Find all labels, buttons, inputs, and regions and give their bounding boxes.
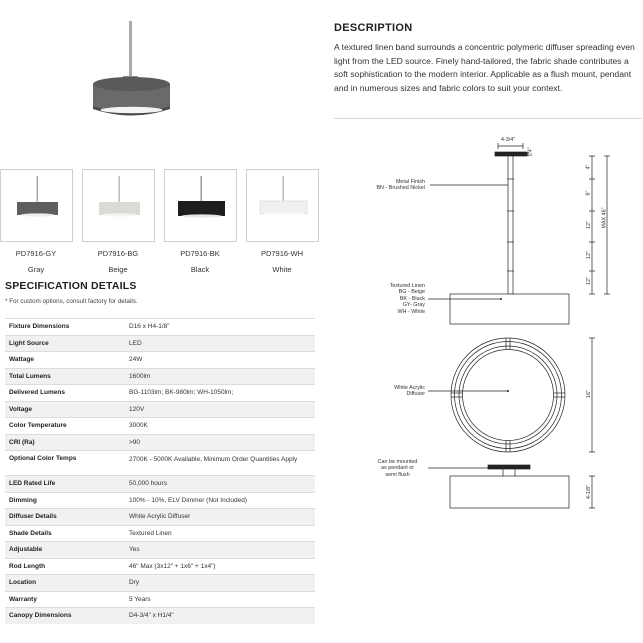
max-height-dim: MAX 46" — [601, 207, 608, 229]
mount-note — [340, 459, 425, 478]
diffuser-label — [340, 385, 425, 398]
spec-label: Dimming — [9, 496, 37, 504]
linen-options-label — [340, 283, 425, 315]
variant-label-beige — [78, 246, 158, 278]
spec-label: CRI (Ra) — [9, 438, 35, 446]
spec-label: Canopy Dimensions — [9, 612, 72, 619]
linen-option: BK - Black — [399, 295, 425, 302]
spec-value: D4-3/4" x H1/4" — [129, 612, 174, 619]
pendant-white-image — [247, 170, 320, 243]
spec-value: 5 Years — [129, 595, 151, 603]
canopy-height-dim: 1/4" — [527, 147, 534, 157]
spec-value: 120V — [129, 405, 145, 413]
metal-finish-label — [340, 179, 425, 192]
spec-row — [5, 608, 315, 625]
spec-label: Wattage — [9, 356, 35, 363]
variant-color: Gray — [27, 265, 45, 274]
spec-row — [5, 525, 315, 542]
spec-row — [5, 542, 315, 559]
variant-code: PD7916-WH — [260, 249, 304, 258]
variant-thumb-white[interactable] — [246, 169, 319, 242]
spec-label: Adjustable — [9, 546, 43, 553]
spec-label: Warranty — [9, 595, 37, 603]
linen-option: WH - White — [397, 308, 425, 315]
spec-value: 50,000 hours — [129, 480, 167, 487]
spec-label: Fixture Dimensions — [9, 323, 70, 330]
pendant-beige-image — [83, 170, 156, 243]
spec-label: Delivered Lumens — [9, 389, 65, 396]
spec-value: 100% - 10%, ELV Dimmer (Not Included) — [129, 496, 248, 504]
pendant-gray-image — [1, 170, 74, 243]
spec-value: 3000K — [129, 422, 148, 429]
variant-shade — [17, 202, 58, 215]
variant-code: PD7916-GY — [15, 249, 57, 258]
spec-label: Light Source — [9, 339, 49, 347]
variant-thumb-black[interactable] — [164, 169, 237, 242]
description-title: DESCRIPTION — [334, 22, 413, 34]
spec-label: Optional Color Temps — [9, 455, 77, 462]
spec-value: 1600lm — [129, 372, 151, 380]
spec-row — [5, 558, 315, 575]
spec-row — [5, 476, 315, 493]
spec-value: D16 x H4-1/8" — [129, 323, 170, 330]
spec-table — [5, 318, 315, 624]
metal-finish-title: Metal Finish — [395, 179, 425, 185]
diameter-dim: 16" — [585, 390, 592, 398]
spec-row — [5, 352, 315, 369]
spec-row — [5, 575, 315, 592]
linen-option: BG - Beige — [398, 289, 425, 296]
spec-row — [5, 434, 315, 451]
variant-label-white — [242, 246, 322, 278]
spec-value: LED — [129, 339, 142, 347]
spec-value: 46" Max (3x12" + 1x6" + 1x4") — [129, 562, 216, 570]
metal-finish-option: BN - Brushed Nickel — [376, 185, 425, 192]
divider — [334, 118, 642, 119]
spec-row — [5, 335, 315, 352]
spec-row — [5, 401, 315, 418]
variant-shade — [99, 202, 140, 215]
spec-value: Dry — [129, 579, 140, 586]
spec-label: Diffuser Details — [9, 513, 57, 520]
rod-segment-dim: 4" — [585, 164, 592, 170]
spec-label: Rod Length — [9, 562, 46, 570]
spec-row — [5, 591, 315, 608]
variant-code: PD7916-BK — [180, 249, 220, 258]
variant-label-gray — [0, 246, 76, 278]
spec-label: Color Temperature — [9, 422, 67, 429]
mount-note-line: as pendant or — [381, 465, 414, 472]
spec-label: Total Lumens — [9, 372, 51, 380]
variant-code: PD7916-BG — [97, 249, 139, 258]
spec-value: Textured Linen — [129, 529, 172, 537]
spec-value: BG-1103lm; BK-980lm; WH-1050lm; — [129, 389, 234, 396]
rod-segment-dim: 12" — [585, 277, 592, 285]
variant-thumb-beige[interactable] — [82, 169, 155, 242]
spec-label: LED Rated Life — [9, 480, 56, 487]
spec-value: 2700K - 5000K Available, Minimum Order Quantities Apply — [129, 456, 298, 463]
spec-row — [5, 385, 315, 402]
diffuser-title: White Acrylic — [394, 385, 425, 391]
spec-label: Voltage — [9, 405, 32, 413]
mount-note-line: Can be mounted — [377, 459, 418, 465]
spec-row — [5, 451, 315, 476]
rod-segment-dim: 12" — [585, 221, 592, 229]
technical-drawing — [330, 135, 643, 643]
pendant-black-image — [165, 170, 238, 243]
variant-color: Beige — [108, 265, 128, 274]
variant-thumb-gray[interactable] — [0, 169, 73, 242]
spec-label: Shade Details — [9, 529, 52, 537]
canopy-width-dim: 4-3/4" — [501, 137, 516, 143]
mount-note-line: semi flush — [385, 471, 410, 478]
shade-height-dim: 4-1/8" — [586, 484, 593, 500]
linen-option: GY- Gray — [402, 302, 425, 309]
spec-value: Yes — [129, 546, 140, 553]
rod-segment-dim: 6" — [585, 190, 592, 196]
description-text: A textured linen band surrounds a concentric polymeric diffuser spreading even light from the LED source. Finely hand-tailored, the fabric shade contributes a soft sophistication to the modern interior. Applicable as a flush mount, pendant and in numerous sizes and fabric colors to suit your context. — [334, 42, 635, 93]
spec-value: >90 — [129, 438, 141, 446]
diffuser-title-2: Diffuser — [406, 391, 425, 398]
spec-label: Location — [9, 579, 37, 586]
variant-label-black — [160, 246, 240, 278]
spec-row — [5, 492, 315, 509]
spec-row — [5, 509, 315, 526]
spec-row — [5, 319, 315, 336]
spec-row — [5, 418, 315, 435]
spec-title: SPECIFICATION DETAILS — [5, 280, 137, 292]
spec-value: White Acrylic Diffuser — [129, 513, 191, 520]
spec-row — [5, 368, 315, 385]
variant-shade — [178, 201, 225, 216]
spec-value: 24W — [129, 356, 143, 363]
variant-color: White — [272, 265, 292, 274]
rod-segment-dim: 12" — [585, 251, 592, 259]
spec-note: * For custom options, consult factory for details. — [5, 298, 138, 305]
variant-shade — [260, 201, 307, 214]
linen-title: Textured Linen — [389, 283, 425, 289]
hero-pendant-image — [60, 10, 220, 150]
variant-color: Black — [190, 265, 210, 274]
